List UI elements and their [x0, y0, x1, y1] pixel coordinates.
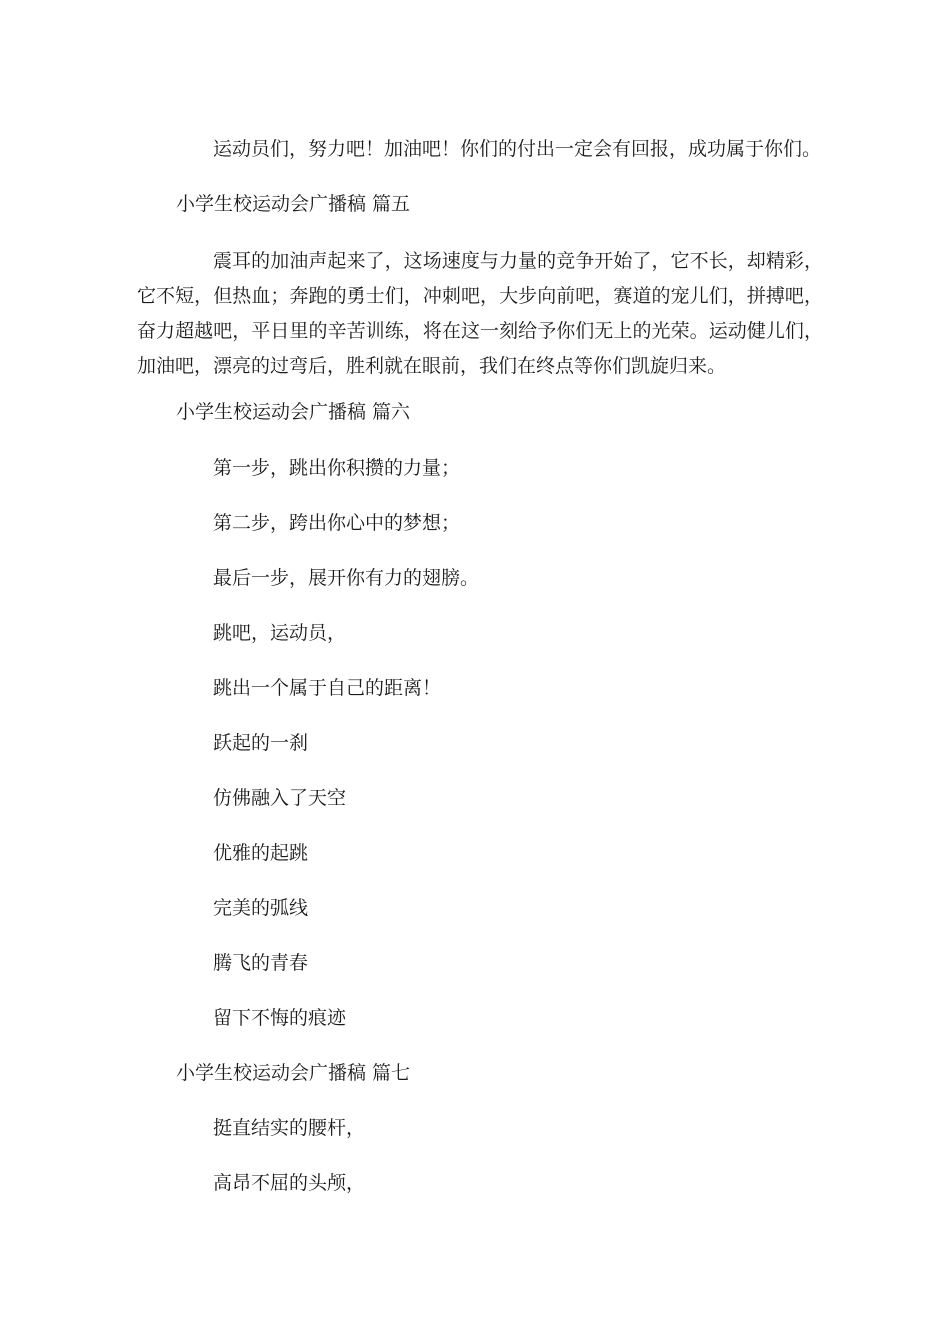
section-heading-6: 小学生校运动会广播稿 篇六 [176, 401, 411, 423]
poem-line: 腾飞的青春 [213, 952, 309, 974]
poem-line: 跳吧，运动员， [213, 622, 347, 644]
poem-line: 第一步，跳出你积攒的力量； [213, 457, 461, 479]
poem-line: 最后一步，展开你有力的翅膀。 [213, 567, 480, 589]
paragraph-section-5: 震耳的加油声起来了，这场速度与力量的竞争开始了，它不长，却精彩，它不短，但热血；奔跑的勇士们，冲刺吧，大步向前吧，赛道的宠儿们，拼搏吧，奋力超越吧，平日里的辛苦训练，将在这一刻给予你们无上的光荣。运动健儿们，加油吧，漂亮的过弯后，胜利就在眼前，我们在终点等你们凯旋归来。 [137, 250, 823, 377]
poem-line: 高昂不屈的头颅， [213, 1172, 366, 1194]
poem-line: 留下不悔的痕迹 [213, 1007, 347, 1029]
section-heading-7: 小学生校运动会广播稿 篇七 [176, 1062, 411, 1084]
section-heading-5: 小学生校运动会广播稿 篇五 [176, 193, 411, 215]
poem-line: 仿佛融入了天空 [213, 787, 347, 809]
poem-line: 完美的弧线 [213, 897, 309, 919]
paragraph-intro: 运动员们，努力吧！加油吧！你们的付出一定会有回报，成功属于你们。 [213, 138, 822, 160]
poem-line: 挺直结实的腰杆， [213, 1117, 366, 1139]
poem-line: 优雅的起跳 [213, 842, 309, 864]
poem-line: 跃起的一刹 [213, 732, 309, 754]
poem-line: 第二步，跨出你心中的梦想； [213, 512, 461, 534]
poem-line: 跳出一个属于自己的距离！ [213, 677, 442, 699]
